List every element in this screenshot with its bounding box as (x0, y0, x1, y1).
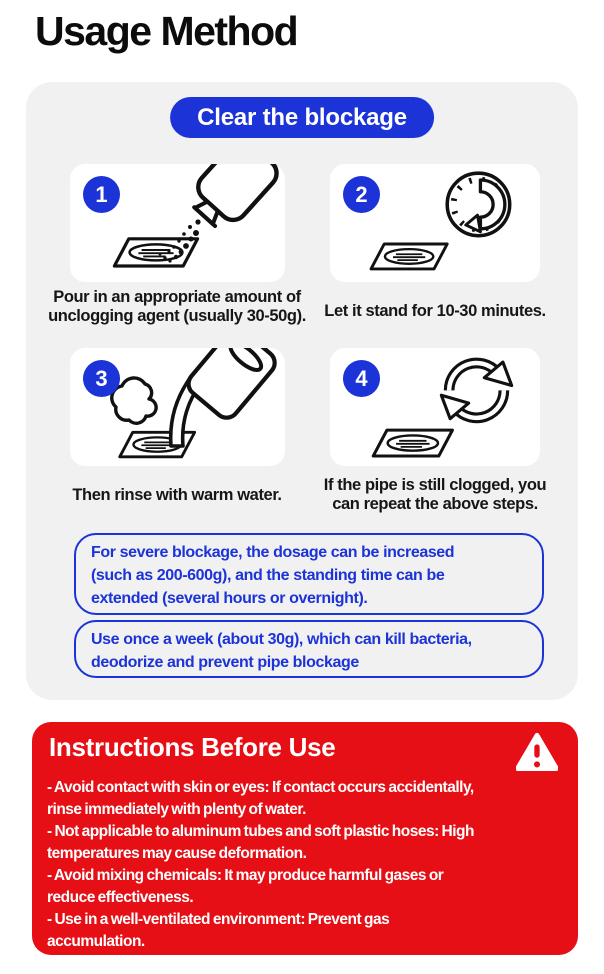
step-card-2 (330, 164, 540, 282)
note-line: (such as 200-600g), and the standing time can be (91, 567, 445, 584)
caption-line: Pour in an appropriate amount of (53, 288, 301, 306)
warning-line: rinse immediately with plenty of water. (47, 801, 306, 818)
caption-line: can repeat the above steps. (332, 495, 538, 513)
warning-line: reduce effectiveness. (47, 889, 194, 906)
step-number-badge: 4 (343, 360, 380, 397)
warning-line: - Avoid contact with skin or eyes: If contact occurs accidentally, (47, 779, 474, 796)
step-caption-4 (280, 476, 590, 514)
page-title: Usage Method (35, 8, 298, 54)
warning-icon (516, 732, 558, 771)
warning-item (47, 865, 565, 909)
caption-line: If the pipe is still clogged, you (323, 476, 547, 494)
warning-line: - Avoid mixing chemicals: It may produce harmful gases or (47, 867, 444, 884)
dosage-note (74, 533, 544, 615)
caption-line: unclogging agent (usually 30-50g). (48, 307, 306, 325)
note-line: extended (several hours or overnight). (91, 590, 368, 607)
warning-line: - Not applicable to aluminum tubes and soft plastic hoses: High (47, 823, 474, 840)
note-line: Use once a week (about 30g), which can kill bacteria, (91, 631, 472, 648)
weekly-use-note (74, 620, 544, 678)
warning-list (47, 777, 565, 953)
step-card-1 (70, 164, 285, 282)
caption-line: Then rinse with warm water. (72, 486, 282, 504)
warning-header (47, 731, 565, 771)
warning-item (47, 821, 565, 865)
step-number-badge: 1 (83, 176, 120, 213)
step-card-4 (330, 348, 540, 466)
warning-line: - Use in a well-ventilated environment: Prevent gas (47, 911, 390, 928)
step-card-3 (70, 348, 285, 466)
section-header-pill: Clear the blockage (170, 97, 434, 138)
note-line: For severe blockage, the dosage can be increased (91, 544, 455, 561)
warning-line: accumulation. (47, 933, 145, 950)
step-number-badge: 3 (83, 360, 120, 397)
note-line: deodorize and prevent pipe blockage (91, 654, 359, 671)
caption-line: Let it stand for 10-30 minutes. (324, 302, 546, 320)
warning-title: Instructions Before Use (49, 732, 336, 762)
step-caption-2 (280, 302, 590, 321)
warning-panel (32, 722, 578, 955)
usage-panel (26, 82, 578, 700)
step-number-badge: 2 (343, 176, 380, 213)
warning-line: temperatures may cause deformation. (47, 845, 307, 862)
warning-item (47, 777, 565, 821)
warning-item (47, 909, 565, 953)
